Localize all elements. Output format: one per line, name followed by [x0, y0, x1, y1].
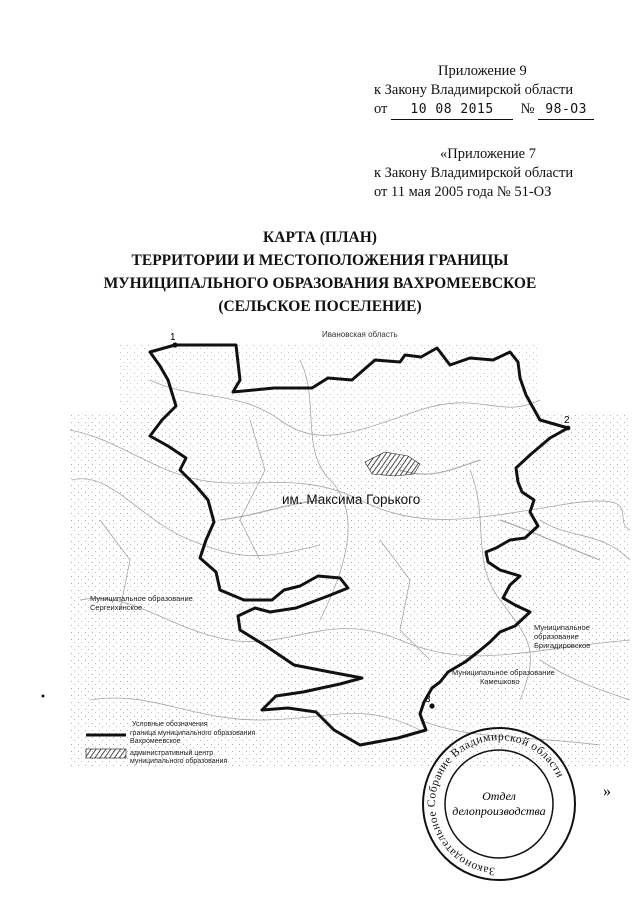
legend-center-line-1: административный центр: [130, 750, 214, 757]
svg-text:Муниципальное: Муниципальное: [534, 623, 590, 632]
appendix-new-law: к Закону Владимирской области: [374, 82, 574, 98]
legend-center-line-2: муниципального образования: [130, 758, 228, 765]
map-background: [68, 345, 630, 767]
closing-quote: »: [603, 783, 611, 800]
svg-text:Бригадировское: Бригадировское: [534, 641, 591, 650]
region-label: Ивановская область: [322, 330, 398, 339]
appendix-old-title: «Приложение 7: [440, 146, 536, 162]
stamp-center-line-1: Отдел: [482, 789, 516, 803]
point-1-marker: [172, 342, 177, 347]
appendix-old-date: от 11 мая 2005 года № 51-ОЗ: [374, 184, 552, 200]
number-prefix: №: [520, 101, 535, 117]
svg-text:Муниципальное образование: Муниципальное образование: [90, 594, 193, 603]
title-line-2: ТЕРРИТОРИИ И МЕСТОПОЛОЖЕНИЯ ГРАНИЦЫ: [131, 252, 509, 269]
stamp-center-line-2: делопроизводства: [452, 804, 546, 818]
scan-speck: [42, 695, 45, 698]
point-1-label: 1: [170, 332, 176, 343]
legend-heading: Условные обозначения: [132, 721, 208, 728]
point-3-label: 3: [425, 694, 431, 705]
svg-text:Муниципальное образование: Муниципальное образование: [452, 668, 555, 677]
point-2-label: 2: [564, 415, 570, 426]
legend-boundary-line-2: Вахромеевское: [130, 738, 181, 745]
number-value: 98-ОЗ: [545, 102, 587, 117]
point-2-marker: [566, 426, 571, 431]
legend-center-swatch: [86, 749, 126, 758]
date-prefix: от: [374, 101, 388, 117]
title-line-1: КАРТА (ПЛАН): [263, 229, 377, 246]
date-value: 10 08 2015: [410, 102, 494, 117]
legend-boundary-line-1: граница муниципального образования: [130, 730, 256, 737]
svg-text:Камешково: Камешково: [480, 677, 520, 686]
title-line-3: МУНИЦИПАЛЬНОГО ОБРАЗОВАНИЯ ВАХРОМЕЕВСКОЕ: [103, 275, 537, 292]
svg-text:Сергеихинское: Сергеихинское: [90, 603, 143, 612]
appendix-new-title: Приложение 9: [438, 63, 527, 79]
title-line-4: (СЕЛЬСКОЕ ПОСЕЛЕНИЕ): [218, 298, 422, 315]
appendix-old-law: к Закону Владимирской области: [374, 165, 574, 181]
stamp-ring-text: Законодательное Собрание Владимирской области: [426, 730, 566, 877]
svg-text:образование: образование: [534, 632, 579, 641]
settlement-label: им. Максима Горького: [282, 492, 421, 507]
